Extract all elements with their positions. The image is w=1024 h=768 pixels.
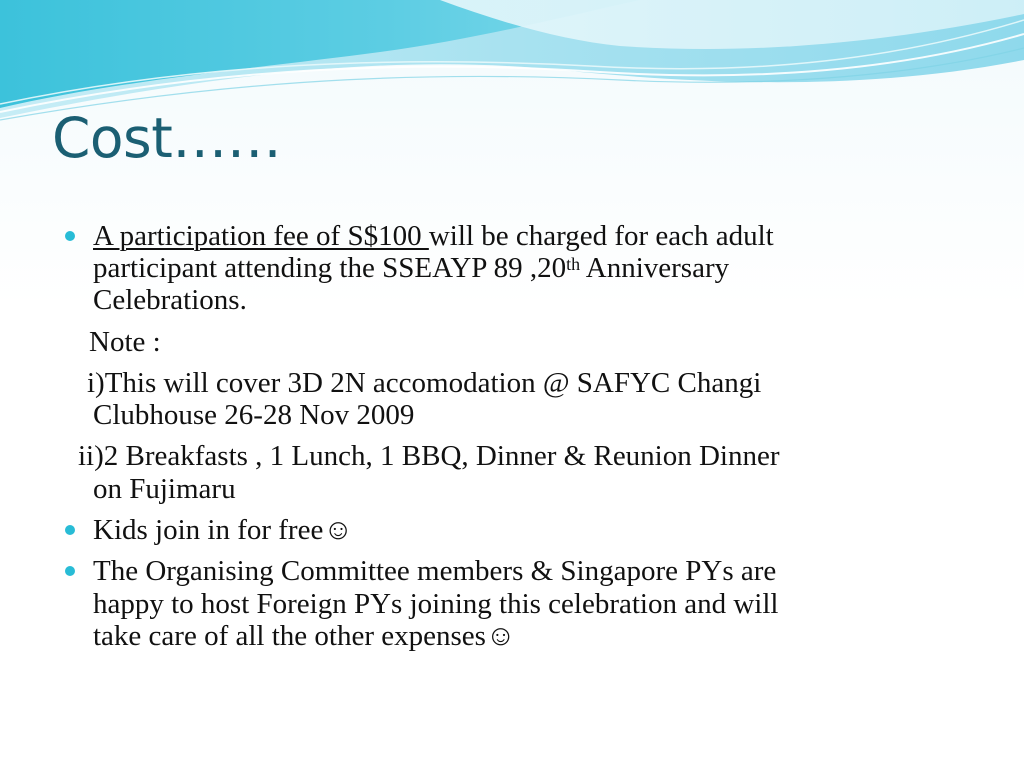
- bullet-icon: [65, 525, 75, 535]
- bullet-1-line-2: [93, 252, 729, 285]
- bullet-3-line-2: happy to host Foreign PYs joining this celebration and will: [93, 588, 779, 620]
- note-item-1-line-2: Clubhouse 26-28 Nov 2009: [93, 399, 415, 431]
- fee-charge-text: will be charged for each adult: [428, 220, 774, 252]
- note-item-2-line-2: on Fujimaru: [93, 473, 236, 505]
- bullet-1-line-3: Celebrations.: [93, 284, 247, 316]
- slide-title: Cost……: [52, 106, 282, 170]
- anniversary-text: Anniversary: [580, 252, 730, 284]
- participation-fee-text: A participation fee of S$100: [93, 220, 429, 252]
- bullet-icon: [65, 231, 75, 241]
- bullet-icon: [65, 566, 75, 576]
- note-item-2-line-1: ii)2 Breakfasts , 1 Lunch, 1 BBQ, Dinner & Reunion Dinner: [78, 440, 780, 472]
- ordinal-suffix: th: [566, 254, 581, 274]
- bullet-3-line-1: The Organising Committee members & Singapore PYs are: [93, 555, 777, 587]
- bullet-1-line-1: [93, 220, 774, 253]
- note-item-1-line-1: i)This will cover 3D 2N accomodation @ SAFYC Changi: [87, 367, 762, 399]
- participant-text: participant attending the SSEAYP 89 ,20: [93, 252, 567, 284]
- note-label: Note :: [89, 326, 161, 358]
- bullet-2-text: Kids join in for free☺: [93, 514, 353, 546]
- bullet-3-line-3: take care of all the other expenses☺: [93, 620, 516, 652]
